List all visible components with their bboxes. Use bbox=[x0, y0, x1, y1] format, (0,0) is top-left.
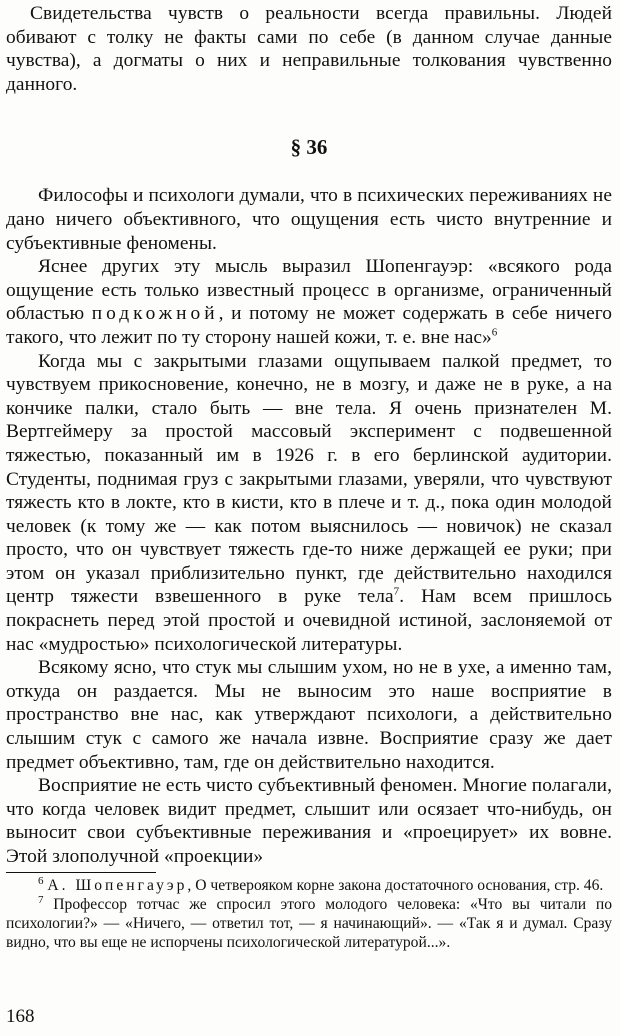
section-heading: § 36 bbox=[290, 135, 328, 160]
footnote-6-text: , О четверояком корне закона достаточного основания, стр. 46. bbox=[187, 876, 604, 894]
paragraph-4-text: Всякому ясно, что стук мы слышим ухом, но не в ухе, а именно там, откуда он раздается. Мы не выносим это наше восприятие в пространство вне нас, как утверждают психологи, а действительно слышим стук с самого же начала извне. Восприятие сразу же дает предмет объективно, там, где он действительно находится. bbox=[6, 657, 612, 773]
footnote-6 bbox=[6, 876, 612, 895]
paragraph-3-text-after: . Нам всем пришлось покраснеть перед этой простой и очевидной истиной, заслоняемой от нас «мудростью» психологической литературы. bbox=[6, 586, 613, 655]
footnote-ref-6: 6 bbox=[491, 326, 498, 339]
footnote-ref-7: 7 bbox=[393, 586, 400, 598]
footnote-6-number: 6 bbox=[38, 874, 44, 887]
paragraph-1-text: Философы и психологи думали, что в психических переживаниях не дано ничего объективного, что ощущения есть чисто внутренние и субъективные феномены. bbox=[6, 185, 612, 254]
footnote-6-author: А. Шопенгауэр bbox=[47, 876, 188, 894]
footnote-7-number: 7 bbox=[38, 893, 44, 906]
paragraph-2 bbox=[6, 255, 612, 349]
paragraph-5-text: Восприятие не есть чисто субъективный феномен. Многие полагали, что когда человек видит предмет, слышит или осязает что-нибудь, он выносит свои субъективные переживания и «проецирует» их вовне. Этой злополучной «проекции» bbox=[6, 775, 612, 867]
paragraph-1 bbox=[6, 184, 612, 255]
paragraph-5 bbox=[6, 774, 612, 868]
paragraph-2-text-before: Яснее других эту мысль выразил Шопенгауэр: «всякого рода ощущение есть только известный процесс в организме, ограниченный областью bbox=[6, 256, 612, 325]
intro-paragraph bbox=[6, 0, 612, 96]
footnote-7 bbox=[6, 895, 612, 952]
paragraph-2-spaced-word: подкожной bbox=[91, 303, 219, 325]
footnote-divider bbox=[6, 872, 156, 873]
page-number: 168 bbox=[6, 1006, 35, 1027]
intro-text: Свидетельства чувств о реальности всегда правильны. Людей обивают с толку не факты сами по себе (в данном случае данные чувства), а догматы о них и неправильные толкования чувственно данного. bbox=[6, 3, 612, 95]
paragraph-2-text-after: , и потому не может содержать в себе ничего такого, что лежит по ту сторону нашей кожи, т. е. вне нас» bbox=[6, 303, 612, 348]
paragraph-3-text-before: Когда мы с закрытыми глазами ощупываем палкой предмет, то чувствуем прикосновение, конечно, не в мозгу, и даже не в руке, а на кончике палки, стало быть — вне тела. Я очень признателен М. Вертгеймеру за простой массовый эксперимент с подвешенной тяжестью, показанный им в 1926 г. в его берлинской аудитории. Студенты, поднимая груз с закрытыми глазами, уверяли, что чувствуют тяжесть кто в локте, кто в кисти, кто в плече и т. д., пока один молодой человек (к тому же — как потом выяснилось — новичок) не сказал просто, что он чувствует тяжесть где-то ниже держащей ее руки; при этом он указал приблизительно пункт, где действительно находился центр тяжести взвешенного в руке тела bbox=[6, 350, 612, 608]
footnote-7-text: Профессор тотчас же спросил этого молодого человека: «Что вы читали по психологии?» — «Ничего, — ответил тот, — я начинающий». — «Так я и думал. Сразу видно, что вы еще не испорчены психологической литературой...». bbox=[6, 895, 613, 951]
paragraph-4 bbox=[6, 656, 612, 774]
paragraph-3 bbox=[6, 350, 612, 657]
